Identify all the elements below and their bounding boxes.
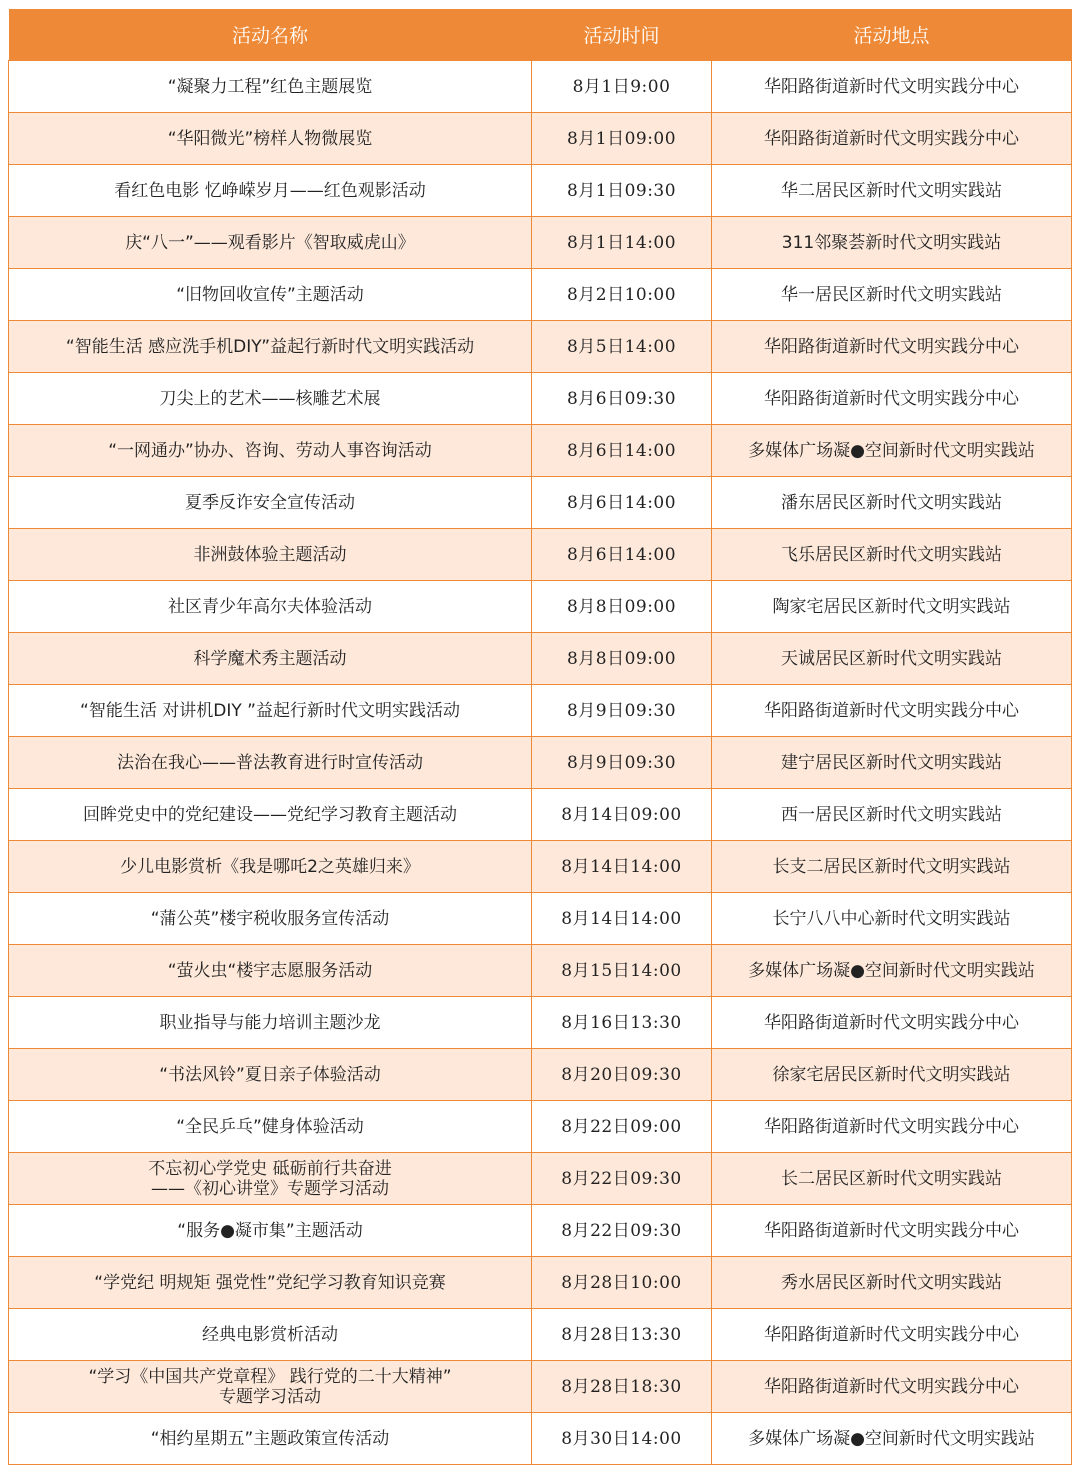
activity-time-cell: 8月9日09:30 [532,737,712,789]
activity-place-cell: 陶家宅居民区新时代文明实践站 [712,581,1072,633]
table-row [9,1153,1072,1205]
activity-time-cell: 8月28日18:30 [532,1361,712,1413]
table-row [9,1101,1072,1153]
activity-time-cell: 8月9日09:30 [532,685,712,737]
activity-place-cell: 天诚居民区新时代文明实践站 [712,633,1072,685]
table-row [9,1049,1072,1101]
activity-name-cell [9,529,532,581]
activity-time-cell: 8月8日09:00 [532,633,712,685]
activity-time-cell: 8月15日14:00 [532,945,712,997]
table-row [9,1361,1072,1413]
activity-place-cell: 华阳路街道新时代文明实践分中心 [712,113,1072,165]
table-row [9,269,1072,321]
activity-name-cell [9,685,532,737]
activity-name: “学党纪 明规矩 强党性”党纪学习教育知识竞赛 [94,1272,446,1293]
activity-place-cell: 多媒体广场凝●空间新时代文明实践站 [712,1413,1072,1465]
activity-name: 科学魔术秀主题活动 [193,648,347,669]
activity-name: “凝聚力工程”红色主题展览 [167,76,373,97]
activity-time-cell: 8月6日14:00 [532,425,712,477]
activity-name: “智能生活 感应洗手机DIY”益起行新时代文明实践活动 [65,336,475,357]
activity-name: 经典电影赏析活动 [202,1324,338,1345]
activity-name: “全民乒乓”健身体验活动 [176,1116,364,1137]
activity-time-cell: 8月28日13:30 [532,1309,712,1361]
activity-place-cell: 华阳路街道新时代文明实践分中心 [712,1309,1072,1361]
activity-name-cell [9,789,532,841]
activity-time-cell: 8月16日13:30 [532,997,712,1049]
table-row [9,529,1072,581]
activity-name: 回眸党史中的党纪建设——党纪学习教育主题活动 [83,804,457,825]
table-row [9,217,1072,269]
activity-name: 看红色电影 忆峥嵘岁月——红色观影活动 [114,180,426,201]
activity-name: 刀尖上的艺术——核雕艺术展 [159,388,381,409]
header-activity-time: 活动时间 [532,9,712,61]
table-row [9,1205,1072,1257]
activity-name-cell [9,997,532,1049]
activity-time-cell: 8月6日09:30 [532,373,712,425]
activity-name: “智能生活 对讲机DIY ”益起行新时代文明实践活动 [80,700,460,721]
table-row [9,1309,1072,1361]
activity-place-cell: 潘东居民区新时代文明实践站 [712,477,1072,529]
activity-place-cell: 长支二居民区新时代文明实践站 [712,841,1072,893]
activity-place-cell: 华阳路街道新时代文明实践分中心 [712,1205,1072,1257]
activity-time-cell: 8月22日09:30 [532,1153,712,1205]
activity-name: “萤火虫“楼宇志愿服务活动 [167,960,373,981]
activity-name-cell [9,269,532,321]
activity-name-cell [9,1309,532,1361]
table-row [9,113,1072,165]
activity-name-cell [9,1361,532,1413]
activity-time-cell: 8月1日09:00 [532,113,712,165]
table-row [9,477,1072,529]
table-row [9,1413,1072,1465]
activity-name: 非洲鼓体验主题活动 [193,544,347,565]
activity-time-cell: 8月1日9:00 [532,61,712,113]
activity-name-cell [9,217,532,269]
activity-name-cell [9,737,532,789]
activity-place-cell: 华阳路街道新时代文明实践分中心 [712,1361,1072,1413]
table-row [9,321,1072,373]
table-row [9,737,1072,789]
activity-name-cell [9,1257,532,1309]
activity-name: 社区青少年高尔夫体验活动 [168,596,372,617]
table-row [9,997,1072,1049]
activity-time-cell: 8月30日14:00 [532,1413,712,1465]
activity-name-cell [9,1101,532,1153]
activity-place-cell: 长宁八八中心新时代文明实践站 [712,893,1072,945]
header-activity-place: 活动地点 [712,9,1072,61]
table-row [9,373,1072,425]
activity-place-cell: 华阳路街道新时代文明实践分中心 [712,1101,1072,1153]
activity-place-cell: 西一居民区新时代文明实践站 [712,789,1072,841]
activity-time-cell: 8月5日14:00 [532,321,712,373]
activity-name: “一网通办”协办、咨询、劳动人事咨询活动 [108,440,432,461]
table-row [9,789,1072,841]
activity-name: “华阳微光”榜样人物微展览 [167,128,373,149]
activity-name-cell [9,1413,532,1465]
activity-place-cell: 311邻聚荟新时代文明实践站 [712,217,1072,269]
activity-name: 职业指导与能力培训主题沙龙 [159,1012,381,1033]
activity-time-cell: 8月8日09:00 [532,581,712,633]
activity-place-cell: 华阳路街道新时代文明实践分中心 [712,373,1072,425]
activity-time-cell: 8月6日14:00 [532,477,712,529]
table-row [9,945,1072,997]
table-row [9,685,1072,737]
activity-time-cell: 8月1日14:00 [532,217,712,269]
table-row [9,61,1072,113]
header-activity-name: 活动名称 [9,9,532,61]
activity-name-cell [9,477,532,529]
table-header [9,9,1072,61]
activity-place-cell: 多媒体广场凝●空间新时代文明实践站 [712,945,1072,997]
activity-name-cell [9,1205,532,1257]
activity-name-cell [9,373,532,425]
activity-name-cell [9,113,532,165]
activity-name-cell [9,321,532,373]
activity-name: “书法风铃”夏日亲子体验活动 [159,1064,381,1085]
activity-name-line2: 专题学习活动 [219,1386,321,1407]
activity-time-cell: 8月28日10:00 [532,1257,712,1309]
activity-time-cell: 8月6日14:00 [532,529,712,581]
activity-name: “蒲公英”楼宇税收服务宣传活动 [150,908,390,929]
activity-name-cell [9,1153,532,1205]
activity-name: 夏季反诈安全宣传活动 [185,492,355,513]
activity-time-cell: 8月14日14:00 [532,893,712,945]
activity-time-cell: 8月14日14:00 [532,841,712,893]
activity-time-cell: 8月14日09:00 [532,789,712,841]
activity-name: 法治在我心——普法教育进行时宣传活动 [117,752,423,773]
activity-name: 庆“八一”——观看影片《智取威虎山》 [125,232,415,253]
activity-time-cell: 8月2日10:00 [532,269,712,321]
table-row [9,581,1072,633]
activity-place-cell: 飞乐居民区新时代文明实践站 [712,529,1072,581]
activity-name-cell [9,61,532,113]
activity-place-cell: 华二居民区新时代文明实践站 [712,165,1072,217]
table-row [9,841,1072,893]
activity-name-cell [9,581,532,633]
activity-name: “服务●凝市集”主题活动 [177,1220,363,1241]
table-row [9,633,1072,685]
header-row [9,9,1072,61]
table-row [9,425,1072,477]
activity-time-cell: 8月22日09:00 [532,1101,712,1153]
activity-place-cell: 多媒体广场凝●空间新时代文明实践站 [712,425,1072,477]
table-body [9,61,1072,1465]
activity-name-cell [9,633,532,685]
activity-name-cell [9,425,532,477]
activity-name: 少儿电影赏析《我是哪吒2之英雄归来》 [120,856,420,877]
activity-place-cell: 长二居民区新时代文明实践站 [712,1153,1072,1205]
activity-name: 不忘初心学党史 砥砺前行共奋进 [148,1158,392,1179]
activity-schedule-table [8,9,1072,1465]
activity-name: “旧物回收宣传”主题活动 [176,284,364,305]
activity-time-cell: 8月1日09:30 [532,165,712,217]
activity-name-cell [9,945,532,997]
activity-place-cell: 华一居民区新时代文明实践站 [712,269,1072,321]
activity-place-cell: 华阳路街道新时代文明实践分中心 [712,685,1072,737]
table-row [9,165,1072,217]
activity-name-cell [9,893,532,945]
activity-place-cell: 华阳路街道新时代文明实践分中心 [712,321,1072,373]
activity-name-cell [9,841,532,893]
activity-name-line2: ——《初心讲堂》专题学习活动 [151,1178,389,1199]
activity-place-cell: 华阳路街道新时代文明实践分中心 [712,61,1072,113]
activity-name-cell [9,1049,532,1101]
activity-name: “相约星期五”主题政策宣传活动 [150,1428,390,1449]
table-row [9,1257,1072,1309]
activity-time-cell: 8月20日09:30 [532,1049,712,1101]
activity-name-cell [9,165,532,217]
activity-place-cell: 徐家宅居民区新时代文明实践站 [712,1049,1072,1101]
activity-place-cell: 秀水居民区新时代文明实践站 [712,1257,1072,1309]
activity-place-cell: 建宁居民区新时代文明实践站 [712,737,1072,789]
activity-place-cell: 华阳路街道新时代文明实践分中心 [712,997,1072,1049]
activity-time-cell: 8月22日09:30 [532,1205,712,1257]
activity-name: “学习《中国共产党章程》 践行党的二十大精神” [88,1366,452,1387]
table-row [9,893,1072,945]
